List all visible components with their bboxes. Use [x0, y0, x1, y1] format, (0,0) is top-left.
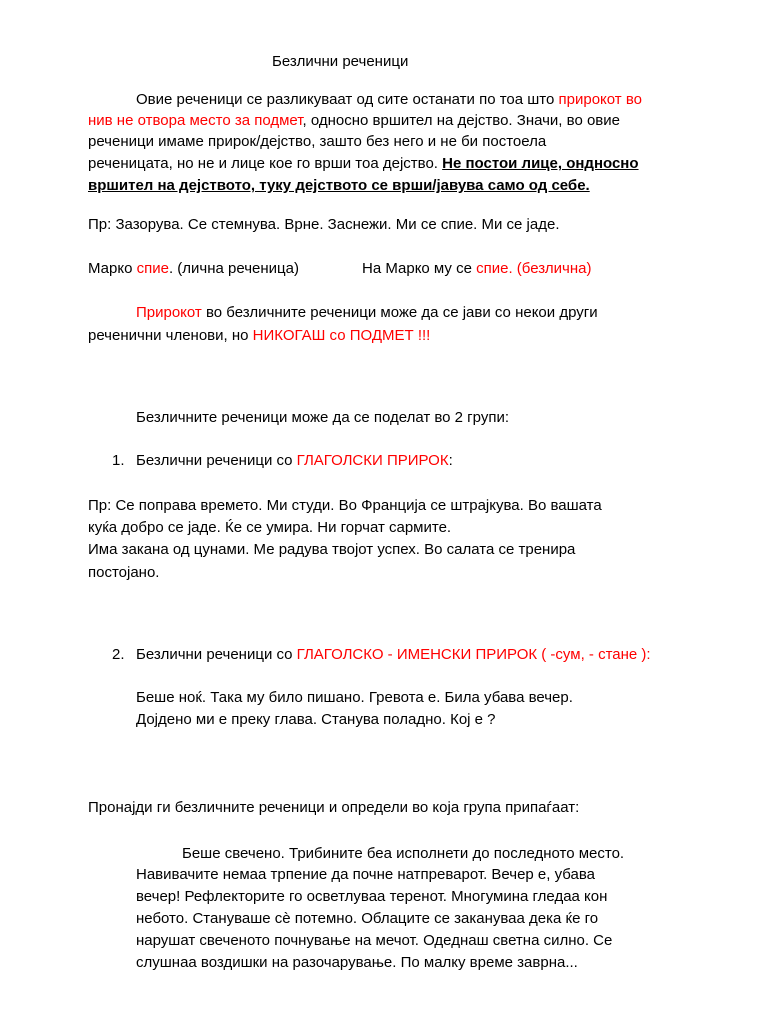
group-1-heading: Безлични реченици со ГЛАГОЛСКИ ПРИРОК: — [136, 452, 453, 469]
group-2-example-line: Беше ноќ. Така му било пишано. Гревота е. Била убава вечер. — [136, 689, 573, 706]
list-number: 1. — [112, 452, 125, 469]
intro-line-1: Овие реченици се разликуваат од сите останати по тоа што прирокот во — [136, 91, 642, 108]
story-line: Беше свечено. Трибините беа исполнети до последното место. — [182, 845, 625, 862]
examples-line: Пр: Зазорува. Се стемнува. Врне. Заснежи. Ми се спие. Ми се јаде. — [88, 216, 560, 233]
group-2-heading: Безлични реченици со ГЛАГОЛСКО - ИМЕНСКИ ПРИРОК ( -сум, - стане ): — [136, 646, 651, 663]
group-1-example-line: Има закана од цунами. Ме радува твојот успех. Во салата се тренира — [88, 541, 576, 558]
group-1-example-line: постојано. — [88, 564, 160, 581]
intro-line-4: реченицата, но не и лице кое го врши тоа дејство. Не постои лице, ондносно — [88, 155, 639, 172]
impersonal-sentence-example: На Марко му се спие. (безлична) — [362, 260, 592, 277]
list-number: 2. — [112, 646, 125, 663]
highlight-text: нив не отвора место за подмет — [88, 112, 303, 129]
personal-sentence-example: Марко спие. (лична реченица) — [88, 260, 299, 277]
intro-line-2: нив не отвора место за подмет, односно вршител на дејство. Значи, во овие — [88, 112, 620, 129]
intro-line-5: вршител на дејството, туку дејството се врши/јавува само од себе. — [88, 177, 590, 194]
intro-line-3: реченици имаме прирок/дејство, зашто без него и не би постоела — [88, 133, 547, 150]
story-line: вечер! Рефлекторите го осветлуваа теренот. Многумина гледаа кон — [136, 888, 608, 905]
page-title: Безлични реченици — [272, 53, 409, 70]
story-line: нарушат свеченото почнување на мечот. Одеднаш светна силно. Се — [136, 932, 613, 949]
task-instruction: Пронајди ги безличните реченици и определи во која група припаѓаат: — [88, 799, 580, 816]
predicate-line-2: реченични членови, но НИКОГАШ со ПОДМЕТ !!! — [88, 327, 431, 344]
group-1-example-line: Пр: Се поправа времето. Ми студи. Во Франција се штрајкува. Во вашата — [88, 497, 602, 514]
predicate-line-1: Прирокот во безличните реченици може да се јави со некои други — [136, 304, 598, 321]
emphasis-text: Не постои лице, ондносно — [442, 155, 639, 172]
group-1-example-line: куќа добро се јаде. Ќе се умира. Ни горчат сармите. — [88, 519, 452, 536]
groups-intro: Безличните реченици може да се поделат во 2 групи: — [136, 409, 510, 426]
group-2-example-line: Дојдено ми е преку глава. Станува поладно. Кој е ? — [136, 711, 496, 728]
story-line: слушнаа воздишки на разочарување. По малку време заврна... — [136, 954, 578, 971]
highlight-text: прирокот во — [558, 91, 642, 108]
story-line: небото. Стануваше сѐ потемно. Облаците се закануваа дека ќе го — [136, 910, 599, 927]
story-line: Навивачите немаа трпение да почне натпреварот. Вечер е, убава — [136, 866, 595, 883]
